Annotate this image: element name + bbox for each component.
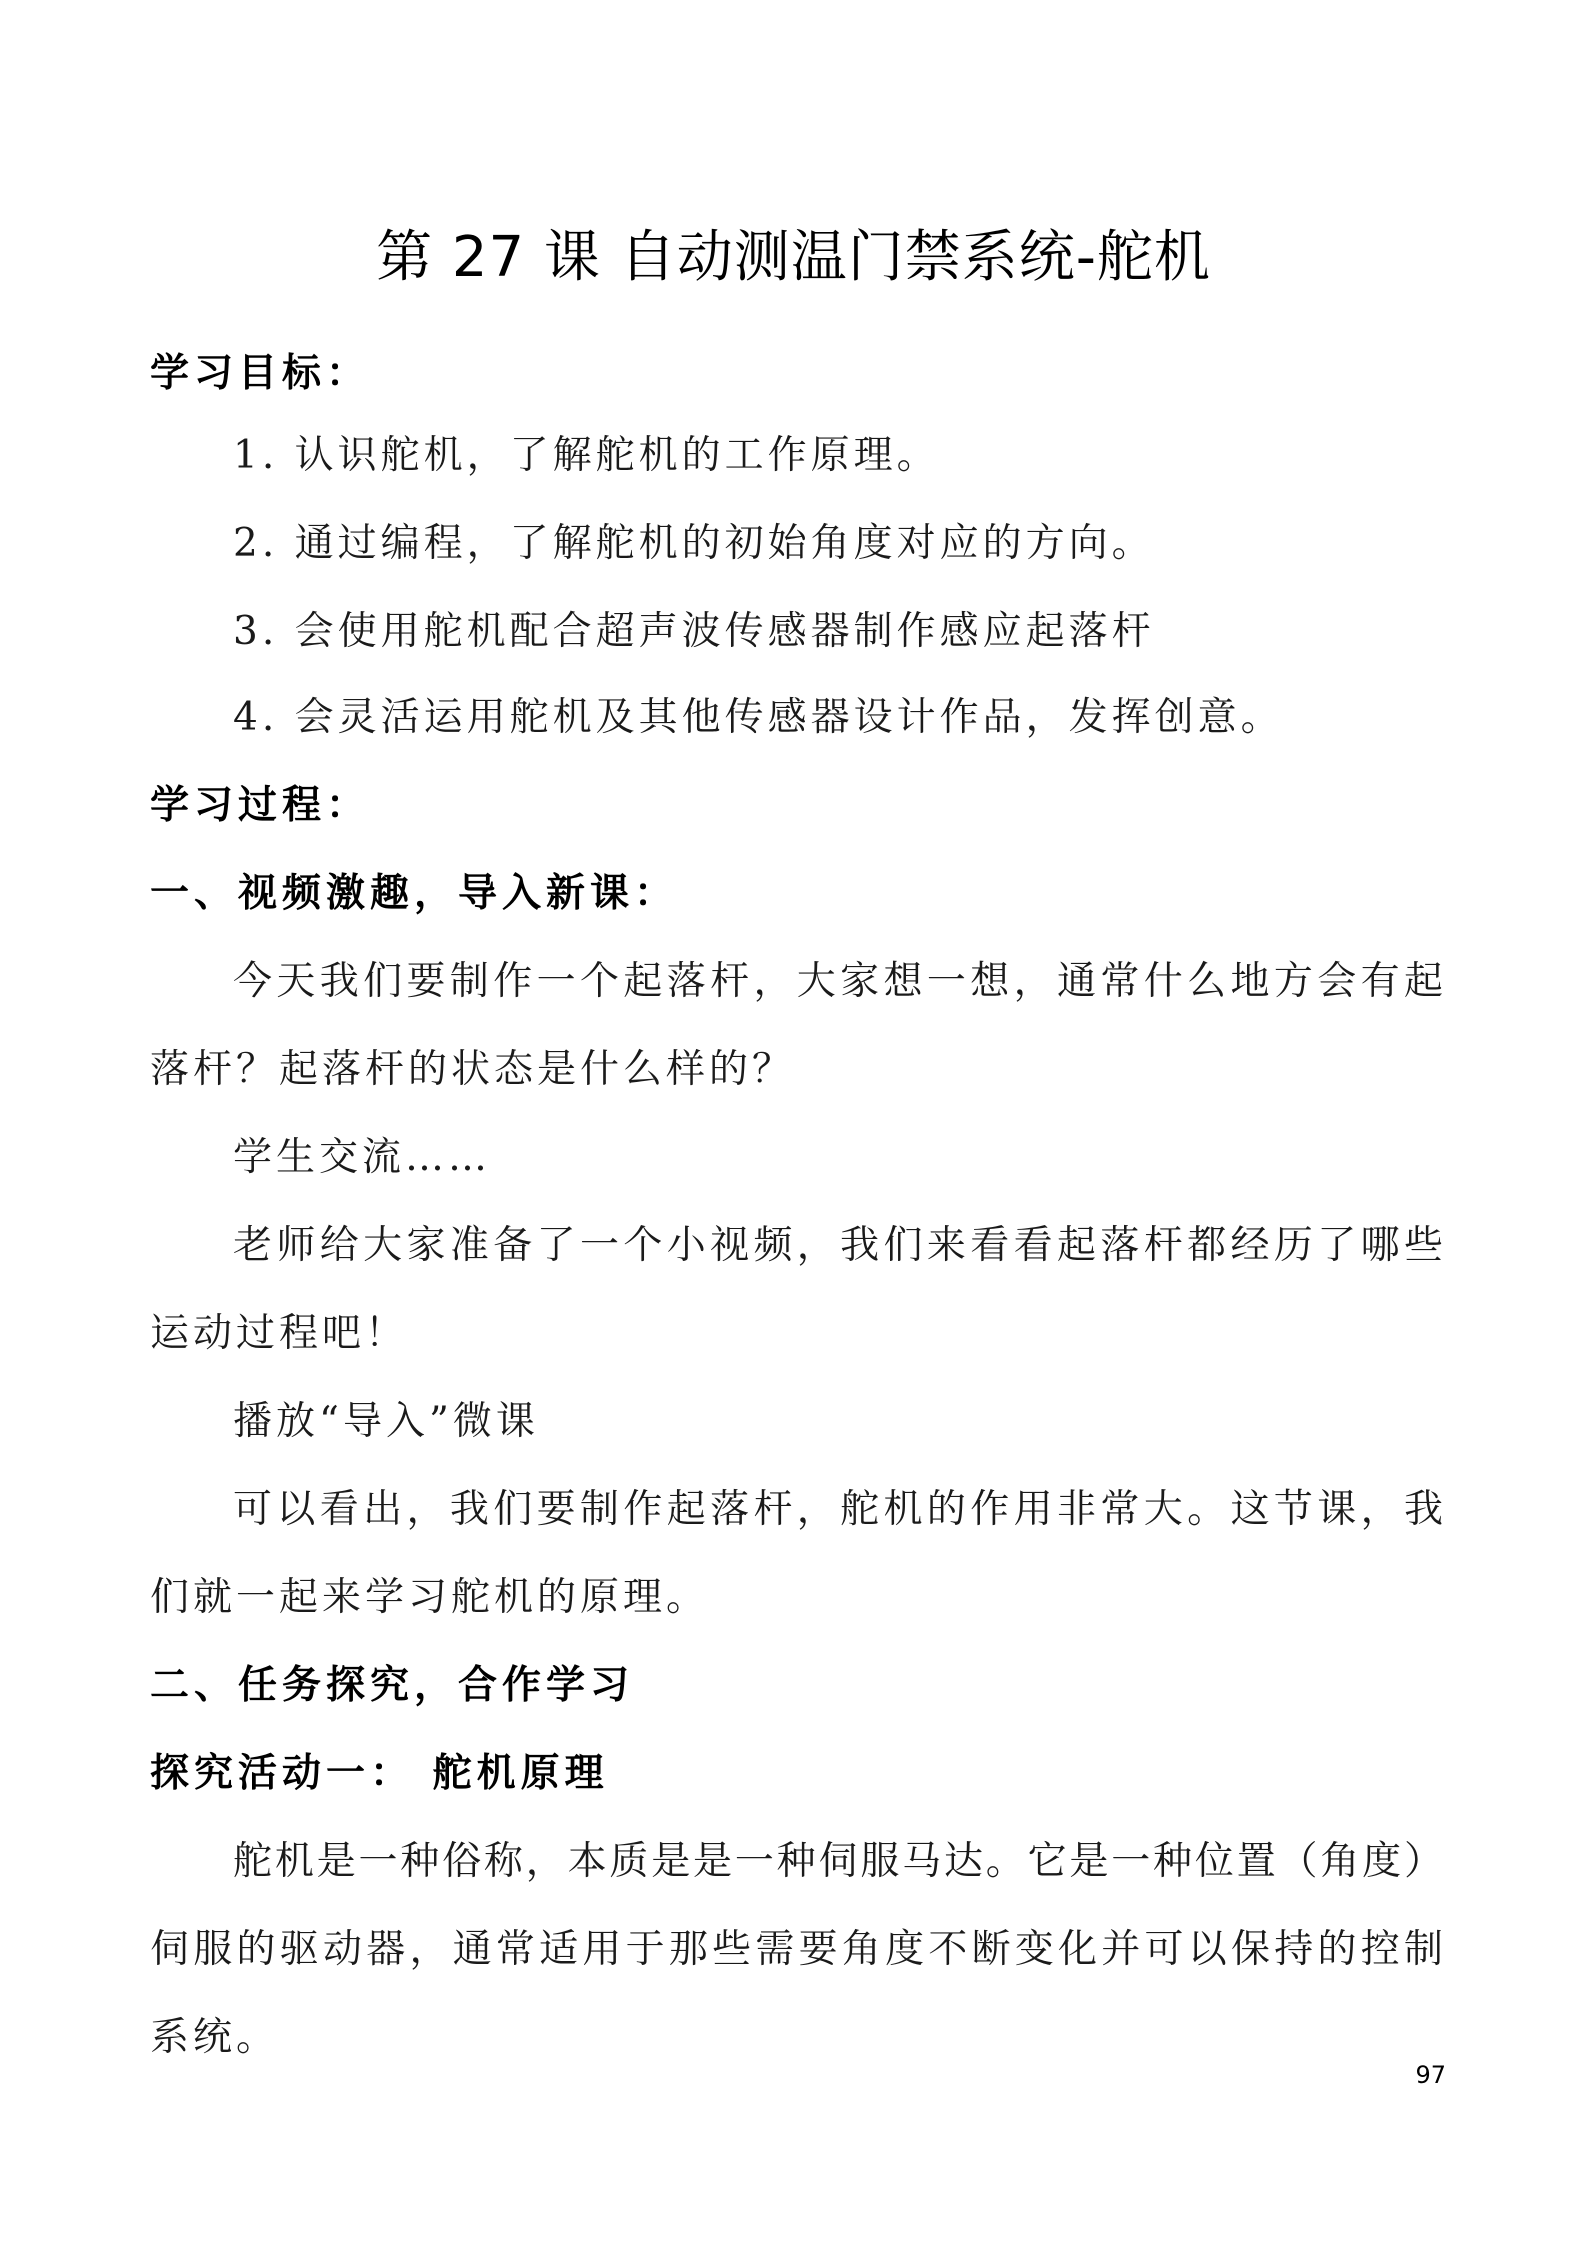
section1-heading: 一、视频激趣，导入新课： xyxy=(150,871,679,916)
objective-item-4: 4. 会灵活运用舵机及其他传感器设计作品，发挥创意。 xyxy=(233,695,1284,740)
paragraph-play-microlesson: 播放“导入”微课 xyxy=(233,1399,539,1444)
paragraph-servo-line3: 系统。 xyxy=(150,2015,280,2060)
objectives-heading: 学习目标： xyxy=(150,351,371,396)
paragraph-video-line2: 运动过程吧！ xyxy=(150,1311,409,1356)
paragraph-video-line1: 老师给大家准备了一个小视频，我们来看看起落杆都经历了哪些 xyxy=(233,1223,1445,1268)
paragraph-intro-line2: 落杆？起落杆的状态是什么样的？ xyxy=(150,1047,796,1092)
objective-item-2: 2. 通过编程，了解舵机的初始角度对应的方向。 xyxy=(233,521,1155,566)
paragraph-student-exchange: 学生交流…… xyxy=(233,1135,492,1180)
page-number: 97 xyxy=(1415,2061,1446,2089)
section2-heading: 二、任务探究，合作学习 xyxy=(150,1663,635,1708)
objective-item-1: 1. 认识舵机，了解舵机的工作原理。 xyxy=(233,433,940,478)
activity1-heading: 探究活动一： 舵机原理 xyxy=(150,1751,609,1796)
process-heading: 学习过程： xyxy=(150,783,371,828)
objective-item-3: 3. 会使用舵机配合超声波传感器制作感应起落杆 xyxy=(233,609,1155,654)
paragraph-conclusion-line1: 可以看出，我们要制作起落杆，舵机的作用非常大。这节课，我 xyxy=(233,1487,1445,1532)
paragraph-servo-line2: 伺服的驱动器，通常适用于那些需要角度不断变化并可以保持的控制 xyxy=(150,1927,1445,1972)
lesson-title: 第 27 课 自动测温门禁系统-舵机 xyxy=(376,225,1211,290)
paragraph-servo-line1: 舵机是一种俗称，本质是是一种伺服马达。它是一种位置（角度） xyxy=(233,1839,1445,1884)
paragraph-intro-line1: 今天我们要制作一个起落杆，大家想一想，通常什么地方会有起 xyxy=(233,959,1445,1004)
paragraph-conclusion-line2: 们就一起来学习舵机的原理。 xyxy=(150,1575,710,1620)
